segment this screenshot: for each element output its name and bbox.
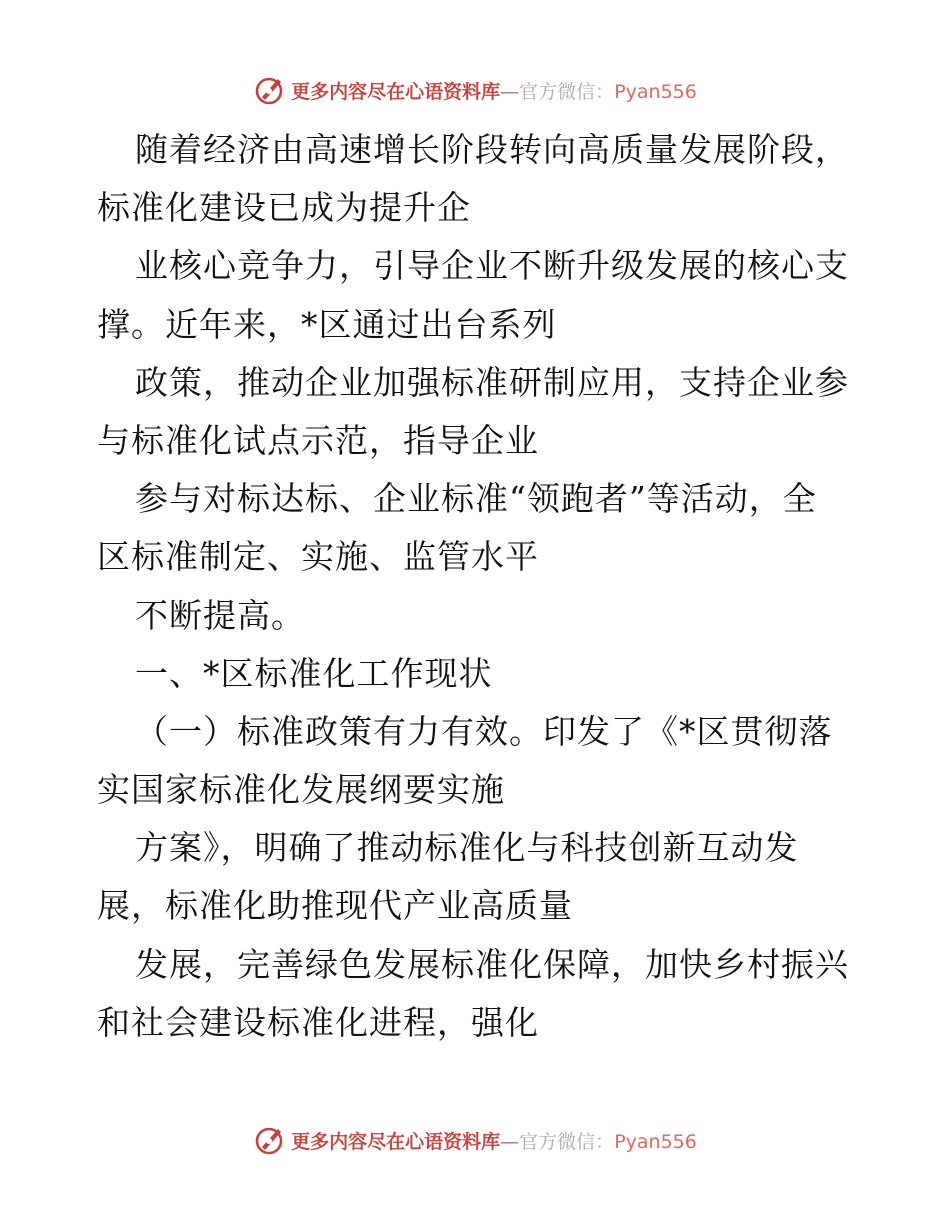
text-line: 区标准制定、实施、监管水平 xyxy=(97,537,539,577)
text-line: 展，标准化助推现代产业高质量 xyxy=(97,886,573,926)
banner-label: 官方微信： xyxy=(519,80,615,103)
banner-main-text: 更多内容尽在心语资料库 xyxy=(291,80,501,103)
text-line: 撑。近年来，*区通过出台系列 xyxy=(97,304,557,344)
text-line: （一）标准政策有力有效。印发了《*区贯彻落 xyxy=(135,711,833,751)
header-banner xyxy=(0,68,950,112)
banner-separator: — xyxy=(500,1130,520,1153)
text-line: 实国家标准化发展纲要实施 xyxy=(97,770,505,810)
banner-account: Pyan556 xyxy=(614,80,697,103)
text-line: 方案》，明确了推动标准化与科技创新互动发 xyxy=(135,828,799,868)
text-line: 标准化建设已成为提升企 xyxy=(97,188,471,228)
banner-text xyxy=(291,77,697,104)
text-line: 与标准化试点示范，指导企业 xyxy=(97,420,539,460)
text-line: 随着经济由高速增长阶段转向高质量发展阶段， xyxy=(135,130,849,169)
banner-main-text: 更多内容尽在心语资料库 xyxy=(291,1130,501,1153)
banner-text xyxy=(291,1127,697,1154)
pen-logo-icon xyxy=(253,73,287,107)
text-line: 不断提高。 xyxy=(135,595,305,635)
text-line: 参与对标达标、企业标准“领跑者”等活动，全 xyxy=(135,479,817,519)
text-line: 业核心竞争力，引导企业不断升级发展的核心支 xyxy=(135,246,849,286)
text-line: 一、*区标准化工作现状 xyxy=(135,653,493,693)
banner-separator: — xyxy=(500,80,520,103)
footer-banner xyxy=(0,1118,950,1162)
banner-account: Pyan556 xyxy=(614,1130,697,1153)
text-line: 和社会建设标准化进程，强化 xyxy=(97,1002,539,1042)
document-body xyxy=(97,121,867,1052)
banner-label: 官方微信： xyxy=(519,1130,615,1153)
text-line: 政策，推动企业加强标准研制应用，支持企业参 xyxy=(135,362,849,402)
text-line: 发展，完善绿色发展标准化保障，加快乡村振兴 xyxy=(135,944,849,984)
pen-logo-icon xyxy=(253,1123,287,1157)
